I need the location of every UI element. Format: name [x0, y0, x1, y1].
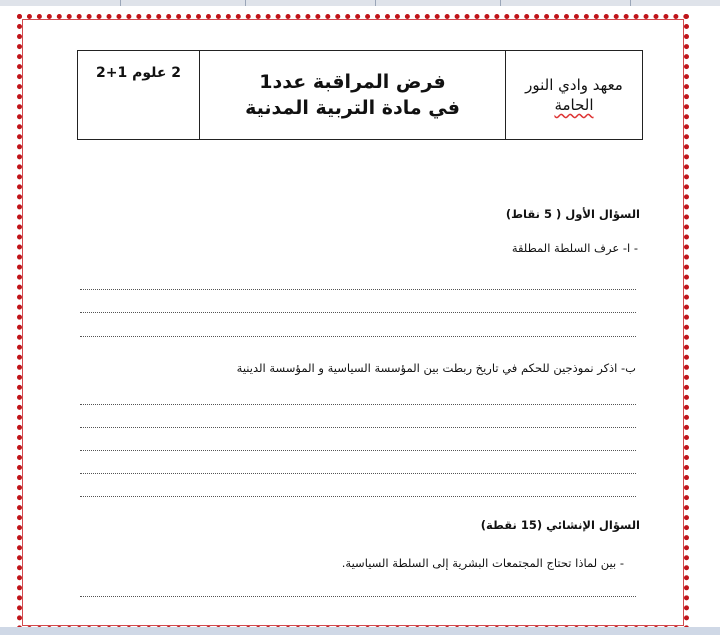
question1-heading: السؤال الأول ( 5 نقاط): [505, 207, 640, 221]
school-cell: [506, 51, 643, 140]
title-cell: [200, 51, 506, 140]
class-label: 2 علوم 1+2: [95, 65, 182, 81]
answer-line: [80, 312, 636, 313]
answer-line: [80, 404, 636, 405]
question2-item: - بين لماذا تحتاج المجتمعات البشرية إلى السلطة السياسية.: [341, 556, 624, 570]
exam-subject: في مادة التربية المدنية: [245, 97, 460, 119]
class-cell: [78, 51, 200, 140]
school-name: معهد وادي النور: [525, 76, 623, 94]
answer-line: [80, 336, 636, 337]
document-page: [0, 6, 720, 635]
school-city: الحامة: [554, 96, 594, 114]
question1-item-b: ب- اذكر نموذجين للحكم في تاريخ ربطت بين المؤسسة السياسية و المؤسسة الدينية: [236, 361, 636, 375]
answer-line: [80, 450, 636, 451]
answer-line: [80, 496, 636, 497]
answer-line: [80, 289, 636, 290]
answer-line: [80, 473, 636, 474]
answer-line: [80, 596, 636, 597]
answer-line: [80, 427, 636, 428]
header-table: [77, 50, 643, 140]
question2-heading: السؤال الإنشائي (15 نقطة): [480, 518, 640, 532]
exam-title: فرض المراقبة عدد1: [259, 71, 446, 93]
window-bottom-bar: [0, 627, 720, 635]
question1-item-a: - ا- عرف السلطة المطلقة: [511, 241, 638, 255]
